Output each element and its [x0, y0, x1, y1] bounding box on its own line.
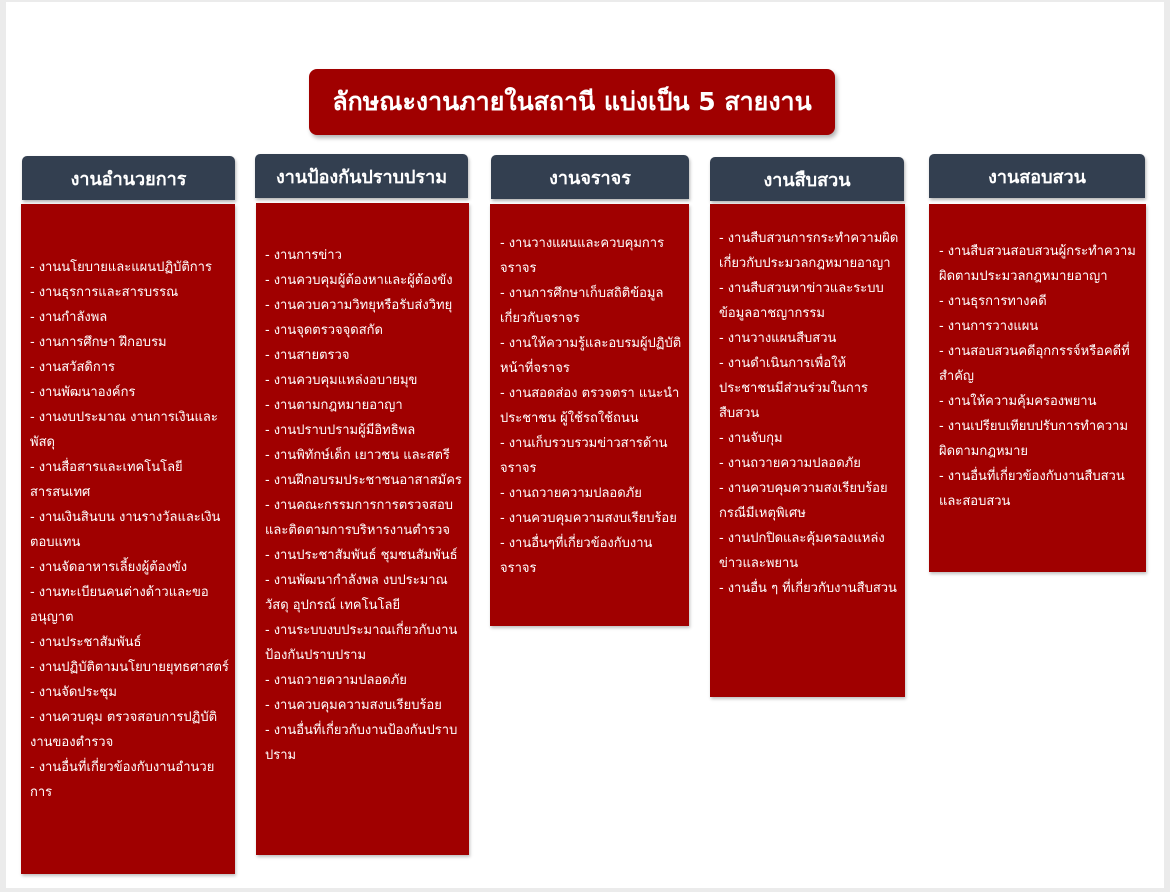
list-item	[265, 668, 463, 693]
list-item	[719, 226, 899, 276]
list-item-label: งานเก็บรวบรวมข่าวสารด้านจราจร	[500, 436, 668, 476]
column-header-crime-prevention: งานป้องกันปราบปราม	[255, 154, 468, 198]
list-item	[30, 655, 229, 680]
list-item	[939, 389, 1140, 414]
bullet-dash: -	[500, 286, 505, 301]
list-item	[265, 343, 463, 368]
list-item-label: งานสืบสวนหาข่าวและระบบข้อมูลอาชญากรรม	[719, 281, 884, 321]
list-item-label: งานธุรการและสารบรรณ	[38, 285, 179, 300]
list-item	[719, 326, 899, 351]
list-item	[939, 464, 1140, 514]
list-item-label: งานพัฒนากำลังพล งบประมาณ วัสดุ อุปกรณ์ เทคโนโลยี	[265, 573, 448, 613]
list-item-label: งานให้ความคุ้มครองพยาน	[947, 394, 1097, 409]
list-item-label: งานกำลังพล	[38, 310, 108, 325]
bullet-dash: -	[30, 310, 35, 325]
bullet-dash: -	[719, 456, 724, 471]
list-item	[30, 505, 229, 555]
list-item	[939, 339, 1140, 389]
list-item	[265, 468, 463, 493]
list-item	[30, 355, 229, 380]
list-item	[30, 280, 229, 305]
list-item	[719, 276, 899, 326]
list-item	[719, 576, 899, 601]
bullet-dash: -	[30, 385, 35, 400]
bullet-dash: -	[30, 260, 35, 275]
list-item-label: งานถวายความปลอดภัย	[727, 456, 861, 471]
bullet-dash: -	[719, 231, 724, 246]
bullet-dash: -	[719, 356, 724, 371]
bullet-dash: -	[30, 710, 35, 725]
list-item-label: งานอื่น ๆ ที่เกี่ยวกับงานสืบสวน	[727, 581, 897, 596]
bullet-dash: -	[30, 285, 35, 300]
list-item-label: งานอื่นๆที่เกี่ยวข้องกับงานจราจร	[500, 536, 653, 576]
list-item-label: งานเปรียบเทียบปรับการทำความผิดตามกฎหมาย	[939, 419, 1129, 459]
list-item	[265, 418, 463, 443]
list-item	[265, 568, 463, 618]
list-item	[30, 255, 229, 280]
list-item-label: งานอื่นที่เกี่ยวข้องกับงานสืบสวนและสอบสวน	[939, 469, 1125, 509]
list-item-label: งานพัฒนาองค์กร	[38, 385, 136, 400]
list-item-label: งานจุดตรวจจุดสกัด	[273, 323, 383, 338]
task-list	[939, 239, 1140, 514]
list-item-label: งานธุรการทางคดี	[947, 294, 1047, 309]
list-item	[265, 393, 463, 418]
bullet-dash: -	[719, 281, 724, 296]
list-item	[30, 305, 229, 330]
bullet-dash: -	[265, 398, 270, 413]
column-header-inquiry: งานสอบสวน	[929, 154, 1145, 198]
task-list	[265, 243, 463, 768]
bullet-dash: -	[939, 319, 944, 334]
list-item-label: งานระบบงบประมาณเกี่ยวกับงานป้องกันปราบปราม	[265, 623, 458, 663]
list-item-label: งานปฏิบัติตามนโยบายยุทธศาสตร์	[38, 660, 229, 675]
bullet-dash: -	[500, 486, 505, 501]
list-item-label: งานสวัสดิการ	[38, 360, 116, 375]
list-item-label: งานสายตรวจ	[273, 348, 350, 363]
bullet-dash: -	[30, 460, 35, 475]
column-body-traffic	[490, 204, 689, 626]
column-header-administration: งานอำนวยการ	[22, 156, 235, 200]
list-item-label: งานสืบสวนการกระทำความผิดเกี่ยวกับประมวลกฎหมายอาญา	[719, 231, 899, 271]
task-list	[30, 255, 229, 805]
bullet-dash: -	[265, 298, 270, 313]
list-item-label: งานวางแผนสืบสวน	[727, 331, 837, 346]
list-item-label: งานฝึกอบรมประชาชนอาสาสมัคร	[273, 473, 462, 488]
list-item-label: งานการวางแผน	[947, 319, 1039, 334]
list-item	[30, 630, 229, 655]
bullet-dash: -	[719, 531, 724, 546]
list-item-label: งานจับกุม	[727, 431, 783, 446]
task-list	[500, 231, 683, 581]
list-item	[500, 481, 683, 506]
list-item-label: งานให้ความรู้และอบรมผู้ปฏิบัติหน้าที่จราจร	[500, 336, 682, 376]
list-item	[30, 330, 229, 355]
list-item	[719, 426, 899, 451]
bullet-dash: -	[939, 419, 944, 434]
task-list	[719, 226, 899, 601]
list-item-label: งานปราบปรามผู้มีอิทธิพล	[273, 423, 416, 438]
list-item	[500, 331, 683, 381]
list-item	[30, 755, 229, 805]
bullet-dash: -	[719, 481, 724, 496]
list-item-label: งานนโยบายและแผนปฏิบัติการ	[38, 260, 212, 275]
column-header-traffic: งานจราจร	[491, 155, 689, 199]
bullet-dash: -	[265, 473, 270, 488]
list-item-label: งานถวายความปลอดภัย	[273, 673, 407, 688]
list-item-label: งานประชาสัมพันธ์ ชุมชนสัมพันธ์	[273, 548, 458, 563]
bullet-dash: -	[939, 294, 944, 309]
list-item-label: งานสืบสวนสอบสวนผู้กระทำความผิดตามประมวลกฎหมายอาญา	[939, 244, 1136, 284]
list-item-label: งานทะเบียนคนต่างด้าวและขออนุญาต	[30, 585, 209, 625]
bullet-dash: -	[939, 244, 944, 259]
list-item-label: งานคณะกรรมการการตรวจสอบและติดตามการบริหารงานตำรวจ	[265, 498, 454, 538]
list-item	[500, 281, 683, 331]
list-item	[265, 618, 463, 668]
bullet-dash: -	[30, 635, 35, 650]
list-item	[265, 443, 463, 468]
list-item	[265, 693, 463, 718]
list-item	[265, 318, 463, 343]
bullet-dash: -	[719, 431, 724, 446]
list-item-label: งานอื่นที่เกี่ยวกับงานป้องกันปราบปราม	[265, 723, 458, 763]
list-item-label: งานตามกฎหมายอาญา	[273, 398, 403, 413]
list-item	[30, 580, 229, 630]
bullet-dash: -	[265, 573, 270, 588]
list-item	[30, 555, 229, 580]
list-item-label: งานควบคุมความสงบเรียบร้อย	[508, 511, 677, 526]
list-item-label: งานประชาสัมพันธ์	[38, 635, 142, 650]
list-item-label: งานสอบสวนคดีอุกกรรจ์หรือคดีที่สำคัญ	[939, 344, 1130, 384]
bullet-dash: -	[939, 344, 944, 359]
bullet-dash: -	[265, 498, 270, 513]
list-item-label: งานอื่นที่เกี่ยวข้องกับงานอำนวยการ	[30, 760, 215, 800]
bullet-dash: -	[265, 423, 270, 438]
list-item	[265, 243, 463, 268]
list-item	[265, 718, 463, 768]
bullet-dash: -	[500, 236, 505, 251]
list-item	[265, 368, 463, 393]
list-item	[30, 680, 229, 705]
bullet-dash: -	[30, 410, 35, 425]
list-item-label: งานวางแผนและควบคุมการจราจร	[500, 236, 665, 276]
list-item	[265, 543, 463, 568]
list-item-label: งานถวายความปลอดภัย	[508, 486, 642, 501]
list-item	[939, 239, 1140, 289]
bullet-dash: -	[30, 335, 35, 350]
list-item-label: งานการศึกษา ฝึกอบรม	[38, 335, 167, 350]
bullet-dash: -	[30, 760, 35, 775]
column-body-administration	[21, 204, 235, 874]
bullet-dash: -	[265, 323, 270, 338]
bullet-dash: -	[30, 660, 35, 675]
list-item-label: งานสื่อสารและเทคโนโลยีสารสนเทศ	[30, 460, 183, 500]
list-item-label: งานควบคุมแหล่งอบายมุข	[273, 373, 418, 388]
bullet-dash: -	[265, 448, 270, 463]
list-item-label: งานการข่าว	[273, 248, 342, 263]
list-item	[500, 231, 683, 281]
bullet-dash: -	[30, 510, 35, 525]
column-body-crime-prevention	[256, 203, 469, 855]
column-body-investigation	[710, 204, 905, 697]
list-item-label: งานควบคุม ตรวจสอบการปฏิบัติงานของตำรวจ	[30, 710, 218, 750]
list-item	[939, 414, 1140, 464]
list-item	[30, 705, 229, 755]
bullet-dash: -	[30, 585, 35, 600]
list-item-label: งานควบคุมผู้ต้องหาและผู้ต้องขัง	[273, 273, 453, 288]
column-header-investigation: งานสืบสวน	[710, 157, 904, 201]
list-item	[500, 531, 683, 581]
list-item	[500, 506, 683, 531]
bullet-dash: -	[719, 331, 724, 346]
bullet-dash: -	[30, 685, 35, 700]
list-item	[939, 289, 1140, 314]
list-item	[265, 293, 463, 318]
bullet-dash: -	[500, 386, 505, 401]
list-item	[500, 381, 683, 431]
bullet-dash: -	[265, 723, 270, 738]
list-item-label: งานสอดส่อง ตรวจตรา แนะนำประชาชน ผู้ใช้รถใช้ถนน	[500, 386, 680, 426]
list-item-label: งานจัดอาหารเลี้ยงผู้ต้องขัง	[38, 560, 188, 575]
column-body-inquiry	[929, 204, 1146, 572]
bullet-dash: -	[265, 348, 270, 363]
bullet-dash: -	[30, 560, 35, 575]
bullet-dash: -	[500, 536, 505, 551]
list-item	[719, 451, 899, 476]
diagram-title: ลักษณะงานภายในสถานี แบ่งเป็น 5 สายงาน	[309, 69, 835, 135]
list-item	[30, 405, 229, 455]
list-item-label: งานควบคุมความสงเรียบร้อยกรณีมีเหตุพิเศษ	[719, 481, 888, 521]
bullet-dash: -	[500, 336, 505, 351]
list-item	[265, 268, 463, 293]
list-item-label: งานการศึกษาเก็บสถิติข้อมูลเกี่ยวกับจราจร	[500, 286, 664, 326]
list-item-label: งานดำเนินการเพื่อให้ประชาชนมีส่วนร่วมในการสืบสวน	[719, 356, 868, 421]
bullet-dash: -	[265, 248, 270, 263]
bullet-dash: -	[265, 698, 270, 713]
bullet-dash: -	[265, 623, 270, 638]
list-item	[500, 431, 683, 481]
list-item	[30, 380, 229, 405]
list-item-label: งานปกปิดและคุ้มครองแหล่งข่าวและพยาน	[719, 531, 885, 571]
list-item	[265, 493, 463, 543]
bullet-dash: -	[30, 360, 35, 375]
bullet-dash: -	[500, 511, 505, 526]
bullet-dash: -	[265, 548, 270, 563]
list-item-label: งานเงินสินบน งานรางวัลและเงินตอบแทน	[30, 510, 221, 550]
bullet-dash: -	[265, 273, 270, 288]
list-item	[719, 476, 899, 526]
list-item	[939, 314, 1140, 339]
bullet-dash: -	[265, 373, 270, 388]
bullet-dash: -	[719, 581, 724, 596]
list-item-label: งานพิทักษ์เด็ก เยาวชน และสตรี	[273, 448, 450, 463]
bullet-dash: -	[500, 436, 505, 451]
list-item	[30, 455, 229, 505]
list-item-label: งานควบความวิทยุหรือรับส่งวิทยุ	[273, 298, 453, 313]
bullet-dash: -	[939, 469, 944, 484]
list-item	[719, 526, 899, 576]
bullet-dash: -	[265, 673, 270, 688]
list-item	[719, 351, 899, 426]
list-item-label: งานจัดประชุม	[38, 685, 117, 700]
bullet-dash: -	[939, 394, 944, 409]
list-item-label: งานงบประมาณ งานการเงินและพัสดุ	[30, 410, 218, 450]
list-item-label: งานควบคุมความสงบเรียบร้อย	[273, 698, 442, 713]
